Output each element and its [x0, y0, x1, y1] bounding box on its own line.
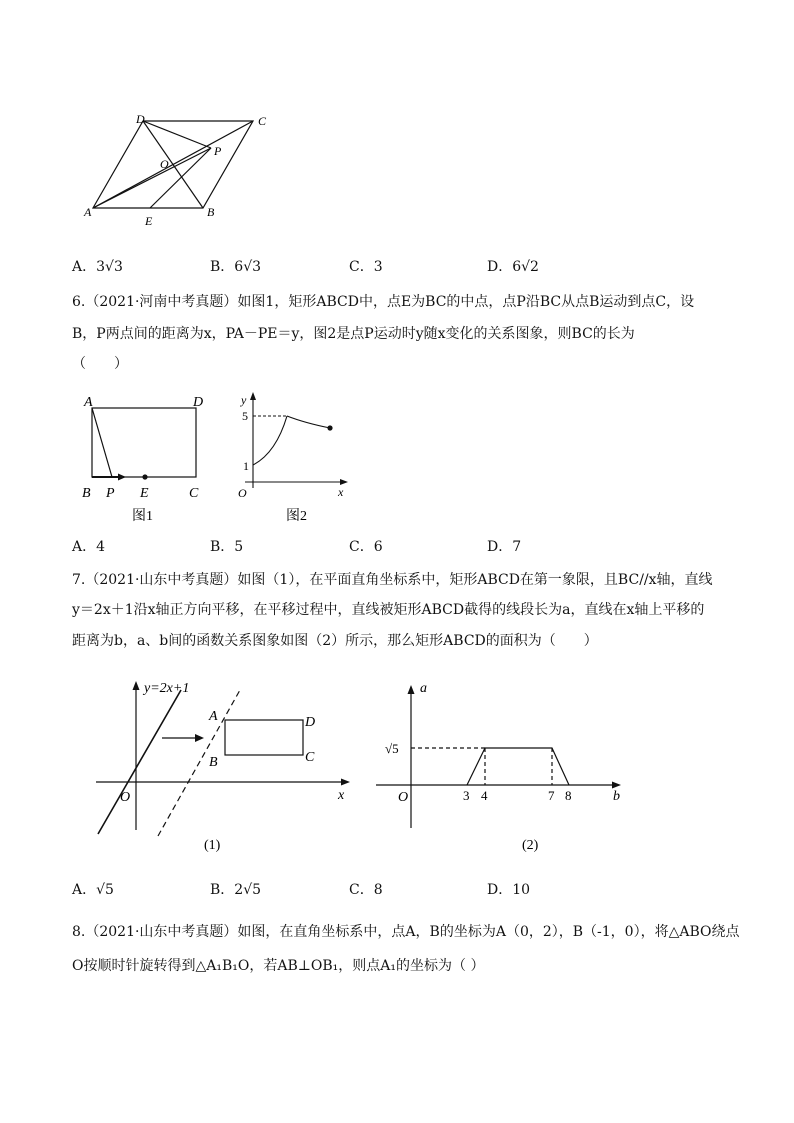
q6-fig1-label-d: D	[193, 395, 204, 410]
q5-option-d: D．6√2	[487, 259, 539, 275]
q6-fig1-label-b: B	[82, 486, 91, 501]
q7-fig1-label-o: O	[120, 790, 131, 805]
q5-label-b: B	[207, 205, 215, 219]
q6-fig1-caption: 图1	[132, 509, 153, 524]
q7-fig2-label-b: b	[613, 789, 620, 804]
q6-fig1-label-p: P	[106, 486, 115, 501]
q6-fig2-label-y: y	[241, 393, 247, 407]
q7-fig1-caption: (1)	[204, 838, 221, 853]
q6-fig1-label-a: A	[84, 395, 93, 410]
q7-fig2-tick-4: 4	[481, 788, 488, 803]
q7-option-d: D．10	[487, 882, 531, 898]
q7-fig1-line-label: y=2x+1	[144, 681, 190, 696]
q6-fig2-label-5: 5	[242, 409, 248, 423]
q6-figure1-rectangle	[78, 390, 218, 525]
q7-fig2-label-sqrt5: √5	[385, 741, 399, 756]
q5-option-c: C．3	[349, 259, 383, 275]
q7-fig1-label-b: B	[209, 755, 218, 770]
q6-option-b: B．5	[210, 539, 244, 555]
q7-fig2-label-a: a	[420, 681, 427, 696]
q6-fig2-label-o: O	[238, 486, 247, 500]
q5-rhombus-figure	[80, 108, 280, 233]
q6-stem-line1: 6.（2021·河南中考真题）如图1，矩形ABCD中，点E为BC的中点，点P沿BC从点B运动到点C，设	[72, 294, 695, 310]
q7-fig2-tick-7: 7	[548, 788, 555, 803]
q5-label-d: D	[136, 112, 145, 126]
q8-stem-line2: O按顺时针旋转得到△A₁B₁O，若AB⊥OB₁，则点A₁的坐标为（ ）	[72, 958, 485, 974]
q6-fig2-caption: 图2	[286, 509, 307, 524]
q7-stem-line1: 7.（2021·山东中考真题）如图（1），在平面直角坐标系中，矩形ABCD在第一象限，且BC//x轴，直线	[72, 572, 713, 588]
q6-stem-line3: （ ）	[72, 356, 128, 372]
q7-option-b: B．2√5	[210, 882, 262, 898]
q6-stem-line2: B，P两点间的距离为x，PA－PE＝y，图2是点P运动时y随x变化的关系图象，则BC的长为	[72, 326, 635, 342]
q5-label-o: O	[160, 157, 169, 171]
q5-option-a: A．3√3	[72, 259, 123, 275]
q7-figure1-coordinate-plane	[90, 672, 360, 860]
q6-figure2-graph	[228, 390, 353, 525]
q6-fig2-label-1: 1	[243, 459, 249, 473]
q7-fig1-label-x: x	[338, 788, 345, 803]
q7-stem-line2: y＝2x＋1沿x轴正方向平移，在平移过程中，直线被矩形ABCD截得的线段长为a，直线在x轴上平移的	[72, 602, 705, 618]
q5-label-p: P	[214, 144, 222, 158]
q5-label-e: E	[145, 214, 153, 228]
q7-option-a: A．√5	[72, 882, 114, 898]
q5-label-a: A	[84, 205, 92, 219]
q7-fig2-tick-8: 8	[565, 788, 572, 803]
q7-fig1-label-a: A	[209, 709, 218, 724]
q6-option-d: D．7	[487, 539, 522, 555]
q7-fig2-label-o: O	[398, 790, 409, 805]
q6-fig2-label-x: x	[338, 485, 344, 499]
q7-figure2-graph	[372, 672, 632, 860]
q7-fig1-label-c: C	[305, 750, 315, 765]
q5-option-b: B．6√3	[210, 259, 262, 275]
q8-stem-line1: 8.（2021·山东中考真题）如图，在直角坐标系中，点A，B的坐标为A（0，2），B（-1，0），将△ABO绕点	[72, 924, 740, 940]
q6-option-c: C．6	[349, 539, 383, 555]
q7-option-c: C．8	[349, 882, 383, 898]
q5-label-c: C	[258, 114, 267, 128]
q7-fig2-tick-3: 3	[463, 788, 470, 803]
q7-fig1-label-d: D	[305, 715, 316, 730]
q6-fig1-label-c: C	[189, 486, 199, 501]
q6-fig1-label-e: E	[140, 486, 149, 501]
q6-option-a: A．4	[72, 539, 106, 555]
q7-stem-line3: 距离为b，a、b间的函数关系图象如图（2）所示，那么矩形ABCD的面积为（ ）	[72, 633, 598, 649]
q7-fig2-caption: (2)	[522, 838, 539, 853]
